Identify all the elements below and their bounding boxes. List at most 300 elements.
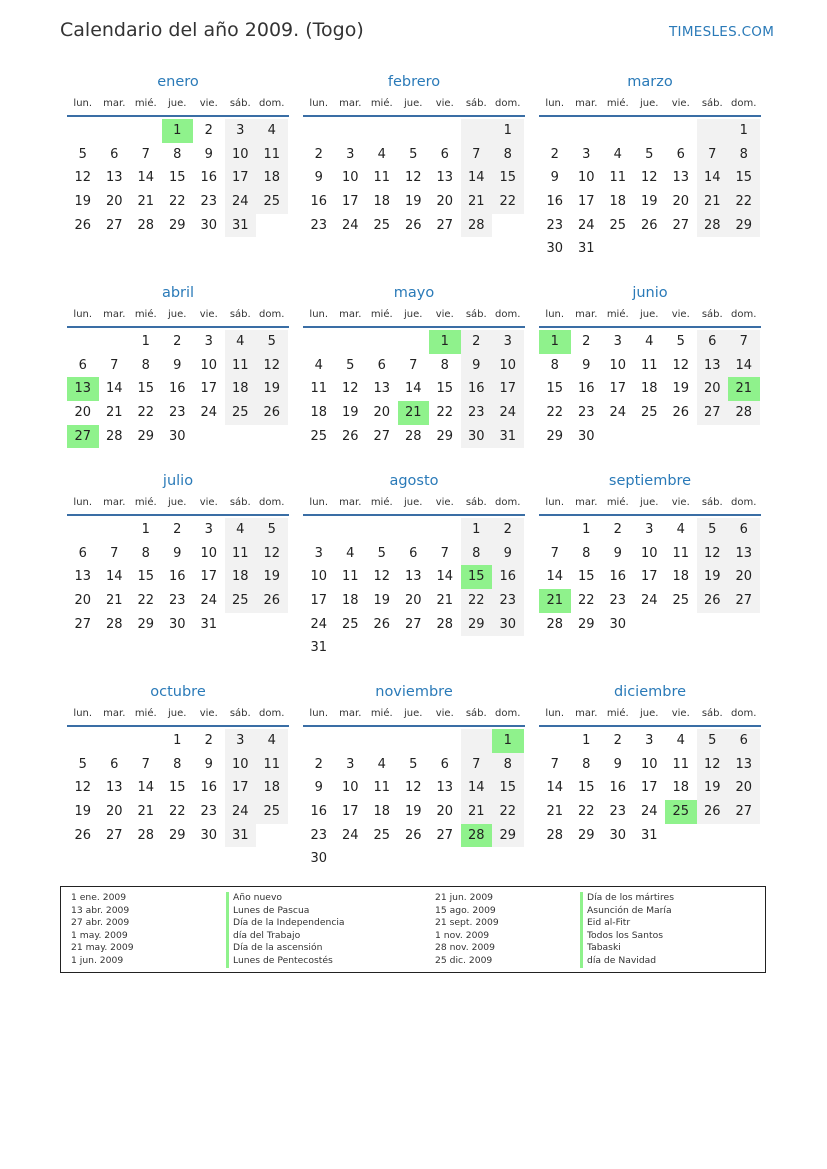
day-cell: 2 bbox=[173, 522, 182, 537]
day-cell: 18 bbox=[256, 166, 288, 190]
day-cell: 27 bbox=[728, 800, 760, 824]
day-cell: 2 bbox=[613, 733, 622, 748]
day-cell: 16 bbox=[168, 381, 186, 397]
legend-holiday-name: día del Trabajo bbox=[226, 930, 345, 943]
weekday-label: jue. bbox=[168, 98, 187, 109]
day-cell: 3 bbox=[204, 522, 213, 537]
day-cell: 19 bbox=[74, 194, 92, 210]
month-junio bbox=[539, 283, 761, 448]
day-cell: 10 bbox=[225, 143, 257, 167]
weekday-label: vie. bbox=[199, 497, 218, 508]
empty-cell bbox=[130, 119, 162, 143]
empty-cell bbox=[67, 330, 99, 354]
day-cell: 12 bbox=[404, 780, 422, 796]
day-cell: 24 bbox=[341, 827, 359, 843]
day-cell: 19 bbox=[256, 377, 288, 401]
month-mayo bbox=[303, 283, 525, 448]
day-cell: 25 bbox=[225, 589, 257, 613]
day-cell: 11 bbox=[256, 143, 288, 167]
day-cell: 14 bbox=[728, 354, 760, 378]
day-cell: 6 bbox=[78, 545, 87, 561]
day-cell: 24 bbox=[310, 616, 328, 632]
day-cell: 29 bbox=[168, 827, 186, 843]
day-cell: 16 bbox=[492, 565, 524, 589]
day-cell: 25 bbox=[609, 217, 627, 233]
legend-holiday-date: 1 nov. 2009 bbox=[435, 929, 490, 941]
day-cell: 27 bbox=[67, 425, 99, 449]
day-cell: 16 bbox=[168, 569, 186, 585]
day-cell: 30 bbox=[461, 425, 493, 449]
day-cell: 30 bbox=[546, 241, 564, 257]
weekday-label: jue. bbox=[168, 497, 187, 508]
day-cell: 17 bbox=[609, 381, 627, 397]
day-cell: 20 bbox=[105, 194, 123, 210]
day-cell: 22 bbox=[577, 593, 595, 609]
day-cell: 13 bbox=[436, 780, 454, 796]
day-cell: 24 bbox=[640, 804, 658, 820]
header-rule bbox=[539, 326, 761, 328]
day-cell: 15 bbox=[492, 166, 524, 190]
day-cell: 11 bbox=[373, 780, 391, 796]
day-cell: 27 bbox=[672, 217, 690, 233]
month-name: diciembre bbox=[613, 684, 687, 700]
day-cell: 12 bbox=[74, 780, 92, 796]
day-cell: 24 bbox=[609, 405, 627, 421]
weekday-label: mar. bbox=[103, 497, 126, 508]
day-cell: 17 bbox=[640, 780, 658, 796]
weekday-label: mar. bbox=[339, 497, 362, 508]
empty-cell bbox=[398, 119, 430, 143]
weekday-label: sáb. bbox=[465, 708, 487, 719]
weekday-header bbox=[303, 494, 525, 512]
day-cell: 1 bbox=[492, 119, 524, 143]
day-cell: 13 bbox=[373, 381, 391, 397]
day-cell: 31 bbox=[492, 425, 524, 449]
day-cell: 4 bbox=[256, 119, 288, 143]
weekday-label: mié. bbox=[134, 309, 157, 320]
day-cell: 27 bbox=[436, 827, 454, 843]
day-cell: 3 bbox=[346, 756, 355, 772]
day-cell: 12 bbox=[74, 170, 92, 186]
day-cell: 15 bbox=[436, 381, 454, 397]
day-cell: 18 bbox=[256, 776, 288, 800]
weekday-label: mar. bbox=[575, 98, 598, 109]
day-cell: 19 bbox=[672, 381, 690, 397]
weekday-label: sáb. bbox=[229, 309, 251, 320]
month-septiembre bbox=[539, 471, 761, 636]
day-cell: 23 bbox=[546, 217, 564, 233]
day-cell: 5 bbox=[377, 545, 386, 561]
empty-cell bbox=[99, 330, 131, 354]
day-cell: 18 bbox=[225, 377, 257, 401]
weekday-header bbox=[539, 95, 761, 113]
day-cell: 6 bbox=[676, 146, 685, 162]
empty-cell bbox=[539, 729, 571, 753]
weekday-label: mié. bbox=[606, 98, 629, 109]
day-cell: 2 bbox=[204, 733, 213, 748]
day-cell: 6 bbox=[440, 146, 449, 162]
day-cell: 9 bbox=[492, 542, 524, 566]
day-grid bbox=[303, 518, 525, 660]
header-rule bbox=[67, 725, 289, 727]
day-cell: 8 bbox=[141, 545, 150, 561]
day-cell: 1 bbox=[141, 522, 150, 537]
weekday-label: mar. bbox=[339, 708, 362, 719]
day-cell: 7 bbox=[440, 545, 449, 561]
month-name: julio bbox=[162, 473, 194, 489]
day-grid bbox=[67, 330, 289, 448]
day-cell: 16 bbox=[461, 377, 493, 401]
day-cell: 17 bbox=[640, 569, 658, 585]
day-cell: 15 bbox=[577, 780, 595, 796]
weekday-label: sáb. bbox=[701, 708, 723, 719]
weekday-label: mié. bbox=[134, 98, 157, 109]
day-cell: 16 bbox=[310, 804, 328, 820]
day-cell: 15 bbox=[137, 569, 155, 585]
day-cell: 3 bbox=[645, 733, 654, 748]
empty-cell bbox=[67, 119, 99, 143]
weekday-label: mié. bbox=[370, 98, 393, 109]
weekday-header bbox=[303, 95, 525, 113]
weekday-label: lun. bbox=[309, 98, 329, 109]
weekday-label: dom. bbox=[259, 98, 285, 109]
day-cell: 10 bbox=[341, 780, 359, 796]
day-cell: 10 bbox=[200, 545, 218, 561]
day-cell: 21 bbox=[461, 190, 493, 214]
day-grid bbox=[539, 119, 761, 261]
day-cell: 25 bbox=[341, 616, 359, 632]
day-cell: 2 bbox=[550, 146, 559, 162]
empty-cell bbox=[366, 729, 398, 753]
day-cell: 12 bbox=[256, 542, 288, 566]
legend-holiday-date: 25 dic. 2009 bbox=[435, 954, 493, 966]
weekday-label: lun. bbox=[309, 497, 329, 508]
day-cell: 28 bbox=[728, 401, 760, 425]
day-cell: 21 bbox=[436, 593, 454, 609]
day-cell: 13 bbox=[67, 377, 99, 401]
day-cell: 5 bbox=[409, 756, 418, 772]
weekday-label: dom. bbox=[731, 309, 757, 320]
day-cell: 25 bbox=[310, 428, 328, 444]
day-cell: 9 bbox=[173, 545, 182, 561]
day-cell: 14 bbox=[461, 776, 493, 800]
empty-cell bbox=[335, 518, 367, 542]
day-cell: 8 bbox=[582, 756, 591, 772]
day-cell: 26 bbox=[672, 405, 690, 421]
legend-holiday-date: 21 may. 2009 bbox=[71, 942, 134, 954]
day-cell: 23 bbox=[200, 804, 218, 820]
day-cell: 17 bbox=[341, 804, 359, 820]
day-cell: 20 bbox=[728, 565, 760, 589]
day-cell: 29 bbox=[577, 616, 595, 632]
day-cell: 26 bbox=[341, 428, 359, 444]
weekday-label: jue. bbox=[640, 708, 659, 719]
header-rule bbox=[539, 514, 761, 516]
day-cell: 24 bbox=[492, 401, 524, 425]
day-cell: 9 bbox=[550, 170, 559, 186]
day-cell: 20 bbox=[728, 776, 760, 800]
day-cell: 12 bbox=[640, 170, 658, 186]
legend-holiday-date: 15 ago. 2009 bbox=[435, 904, 496, 916]
empty-cell bbox=[539, 518, 571, 542]
day-cell: 16 bbox=[609, 780, 627, 796]
day-cell: 19 bbox=[640, 194, 658, 210]
weekday-label: mié. bbox=[370, 497, 393, 508]
day-cell: 12 bbox=[672, 357, 690, 373]
legend-holiday-name: Lunes de Pentecostés bbox=[226, 955, 345, 968]
day-cell: 31 bbox=[577, 241, 595, 257]
day-cell: 15 bbox=[728, 166, 760, 190]
day-cell: 22 bbox=[577, 804, 595, 820]
day-cell: 9 bbox=[204, 756, 213, 772]
legend-left-names bbox=[226, 892, 345, 968]
weekday-label: mié. bbox=[606, 497, 629, 508]
weekday-label: mié. bbox=[134, 708, 157, 719]
day-cell: 29 bbox=[461, 613, 493, 637]
brand-link[interactable]: TIMESLES.COM bbox=[669, 24, 775, 40]
empty-cell bbox=[366, 119, 398, 143]
day-grid bbox=[303, 729, 525, 871]
day-cell: 15 bbox=[546, 381, 564, 397]
weekday-label: jue. bbox=[640, 98, 659, 109]
empty-cell bbox=[303, 119, 335, 143]
day-cell: 26 bbox=[404, 217, 422, 233]
day-cell: 10 bbox=[492, 354, 524, 378]
weekday-label: vie. bbox=[199, 708, 218, 719]
day-cell: 17 bbox=[341, 194, 359, 210]
legend-holiday-date: 1 may. 2009 bbox=[71, 929, 128, 941]
weekday-header bbox=[539, 494, 761, 512]
day-cell: 14 bbox=[546, 569, 564, 585]
day-cell: 12 bbox=[373, 569, 391, 585]
day-cell: 11 bbox=[609, 170, 627, 186]
day-cell: 6 bbox=[440, 756, 449, 772]
day-cell: 3 bbox=[613, 334, 622, 349]
day-cell: 10 bbox=[310, 569, 328, 585]
weekday-label: dom. bbox=[495, 497, 521, 508]
weekday-label: vie. bbox=[435, 98, 454, 109]
day-cell: 9 bbox=[613, 756, 622, 772]
legend-holiday-name: Día de los mártires bbox=[580, 892, 674, 905]
day-cell: 29 bbox=[137, 428, 155, 444]
day-cell: 30 bbox=[609, 827, 627, 843]
day-grid bbox=[303, 119, 525, 237]
day-cell: 27 bbox=[436, 217, 454, 233]
weekday-label: lun. bbox=[73, 309, 93, 320]
month-abril bbox=[67, 283, 289, 448]
day-cell: 17 bbox=[225, 166, 257, 190]
legend-left-dates bbox=[71, 892, 134, 968]
weekday-label: dom. bbox=[495, 98, 521, 109]
day-cell: 7 bbox=[461, 753, 493, 777]
legend-holiday-name: Asunción de María bbox=[580, 905, 674, 918]
day-cell: 10 bbox=[640, 545, 658, 561]
day-cell: 8 bbox=[141, 357, 150, 373]
weekday-label: vie. bbox=[435, 309, 454, 320]
day-cell: 4 bbox=[225, 518, 257, 542]
day-cell: 1 bbox=[582, 522, 591, 537]
day-cell: 17 bbox=[200, 569, 218, 585]
header-rule bbox=[303, 326, 525, 328]
header-rule bbox=[67, 115, 289, 117]
day-cell: 23 bbox=[310, 827, 328, 843]
day-cell: 27 bbox=[74, 616, 92, 632]
day-cell: 6 bbox=[110, 756, 119, 772]
day-cell: 1 bbox=[728, 119, 760, 143]
day-cell: 11 bbox=[225, 542, 257, 566]
day-cell: 23 bbox=[310, 217, 328, 233]
day-cell: 1 bbox=[429, 330, 461, 354]
day-cell: 16 bbox=[200, 170, 218, 186]
day-cell: 11 bbox=[310, 381, 328, 397]
day-cell: 7 bbox=[110, 357, 119, 373]
weekday-label: mar. bbox=[103, 708, 126, 719]
day-cell: 19 bbox=[697, 776, 729, 800]
day-cell: 2 bbox=[314, 756, 323, 772]
day-cell: 19 bbox=[697, 565, 729, 589]
day-cell: 29 bbox=[728, 214, 760, 238]
weekday-label: jue. bbox=[404, 497, 423, 508]
legend-holiday-date: 27 abr. 2009 bbox=[71, 917, 130, 929]
month-febrero bbox=[303, 72, 525, 237]
month-noviembre bbox=[303, 682, 525, 871]
day-cell: 8 bbox=[582, 545, 591, 561]
day-cell: 21 bbox=[546, 804, 564, 820]
day-cell: 14 bbox=[137, 170, 155, 186]
weekday-label: jue. bbox=[404, 309, 423, 320]
legend-holiday-name: Año nuevo bbox=[226, 892, 345, 905]
weekday-label: sáb. bbox=[465, 98, 487, 109]
day-cell: 2 bbox=[204, 123, 213, 138]
weekday-label: jue. bbox=[168, 309, 187, 320]
day-cell: 21 bbox=[105, 593, 123, 609]
day-cell: 24 bbox=[200, 405, 218, 421]
day-cell: 26 bbox=[256, 589, 288, 613]
day-cell: 19 bbox=[373, 593, 391, 609]
day-cell: 22 bbox=[492, 800, 524, 824]
day-cell: 25 bbox=[672, 593, 690, 609]
weekday-header bbox=[303, 306, 525, 324]
weekday-label: lun. bbox=[545, 708, 565, 719]
day-cell: 23 bbox=[577, 405, 595, 421]
day-cell: 28 bbox=[546, 616, 564, 632]
day-cell: 7 bbox=[728, 330, 760, 354]
day-cell: 13 bbox=[105, 780, 123, 796]
day-cell: 23 bbox=[609, 804, 627, 820]
day-cell: 3 bbox=[346, 146, 355, 162]
day-cell: 13 bbox=[728, 542, 760, 566]
day-cell: 21 bbox=[539, 589, 571, 613]
weekday-label: mié. bbox=[134, 497, 157, 508]
day-cell: 16 bbox=[609, 569, 627, 585]
day-cell: 2 bbox=[314, 146, 323, 162]
day-cell: 24 bbox=[640, 593, 658, 609]
day-cell: 2 bbox=[613, 522, 622, 537]
day-cell: 11 bbox=[256, 753, 288, 777]
day-cell: 21 bbox=[461, 800, 493, 824]
day-cell: 19 bbox=[404, 804, 422, 820]
day-cell: 2 bbox=[492, 518, 524, 542]
day-cell: 29 bbox=[436, 428, 454, 444]
day-cell: 6 bbox=[78, 357, 87, 373]
weekday-label: lun. bbox=[73, 98, 93, 109]
day-cell: 2 bbox=[461, 330, 493, 354]
empty-cell bbox=[335, 729, 367, 753]
day-cell: 4 bbox=[676, 733, 685, 748]
day-cell: 20 bbox=[404, 593, 422, 609]
day-cell: 26 bbox=[373, 616, 391, 632]
month-name: septiembre bbox=[608, 473, 692, 489]
day-cell: 4 bbox=[225, 330, 257, 354]
day-cell: 19 bbox=[404, 194, 422, 210]
day-cell: 9 bbox=[173, 357, 182, 373]
day-cell: 11 bbox=[672, 756, 690, 772]
weekday-label: jue. bbox=[168, 708, 187, 719]
weekday-label: lun. bbox=[73, 708, 93, 719]
day-cell: 22 bbox=[492, 190, 524, 214]
month-name: marzo bbox=[627, 74, 673, 90]
day-cell: 7 bbox=[141, 146, 150, 162]
day-cell: 9 bbox=[582, 357, 591, 373]
day-cell: 9 bbox=[461, 354, 493, 378]
day-cell: 10 bbox=[225, 753, 257, 777]
day-cell: 1 bbox=[173, 733, 182, 748]
day-cell: 23 bbox=[461, 401, 493, 425]
day-cell: 22 bbox=[461, 589, 493, 613]
day-cell: 25 bbox=[373, 827, 391, 843]
day-cell: 28 bbox=[404, 428, 422, 444]
day-cell: 30 bbox=[168, 616, 186, 632]
day-cell: 18 bbox=[341, 593, 359, 609]
day-cell: 11 bbox=[672, 545, 690, 561]
empty-cell bbox=[461, 729, 493, 753]
day-cell: 5 bbox=[256, 518, 288, 542]
day-cell: 27 bbox=[728, 589, 760, 613]
day-cell: 7 bbox=[110, 545, 119, 561]
day-grid bbox=[539, 518, 761, 636]
legend-holiday-name: día de Navidad bbox=[580, 955, 674, 968]
day-cell: 8 bbox=[550, 357, 559, 373]
day-cell: 22 bbox=[137, 405, 155, 421]
day-cell: 12 bbox=[697, 542, 729, 566]
day-cell: 13 bbox=[436, 170, 454, 186]
weekday-label: sáb. bbox=[229, 497, 251, 508]
day-cell: 20 bbox=[697, 377, 729, 401]
weekday-label: vie. bbox=[671, 98, 690, 109]
day-grid bbox=[303, 330, 525, 448]
day-cell: 7 bbox=[550, 545, 559, 561]
weekday-label: dom. bbox=[259, 309, 285, 320]
day-cell: 28 bbox=[436, 616, 454, 632]
weekday-header bbox=[67, 494, 289, 512]
day-cell: 30 bbox=[168, 428, 186, 444]
header-rule bbox=[303, 725, 525, 727]
header-rule bbox=[539, 725, 761, 727]
day-cell: 19 bbox=[256, 565, 288, 589]
weekday-label: mié. bbox=[370, 708, 393, 719]
day-cell: 1 bbox=[492, 729, 524, 753]
day-cell: 21 bbox=[398, 401, 430, 425]
day-cell: 18 bbox=[609, 194, 627, 210]
day-cell: 20 bbox=[672, 194, 690, 210]
weekday-label: jue. bbox=[640, 497, 659, 508]
day-cell: 3 bbox=[204, 334, 213, 349]
weekday-label: mar. bbox=[103, 309, 126, 320]
legend-holiday-name: Tabaski bbox=[580, 942, 674, 955]
day-cell: 25 bbox=[225, 401, 257, 425]
empty-cell bbox=[366, 330, 398, 354]
day-cell: 22 bbox=[436, 405, 454, 421]
